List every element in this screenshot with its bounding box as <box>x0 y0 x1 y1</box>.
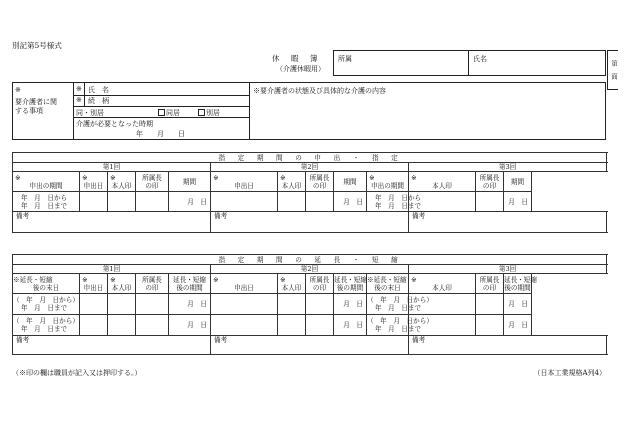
cell-text: 本人印 <box>111 181 132 190</box>
cell-text: 月 日 <box>343 321 363 329</box>
mark: ※ <box>76 85 82 93</box>
cell-text: 申出日 <box>83 181 104 190</box>
header-date: ※ 申出日 <box>211 274 278 294</box>
cell-text: の印 <box>312 283 327 292</box>
cell-text: 月 日 <box>187 300 207 308</box>
cohab-option-together-label: 同居 <box>166 109 180 117</box>
mark: ※ <box>15 173 21 182</box>
days-cell[interactable] <box>169 315 211 336</box>
dept-label: 所属 <box>338 55 352 63</box>
days-cell[interactable] <box>504 315 532 336</box>
chief-seal-cell[interactable] <box>306 192 334 212</box>
divider <box>249 83 250 139</box>
chief-seal-cell[interactable] <box>136 294 169 315</box>
cell-text: 所属長 <box>142 275 162 284</box>
days-cell[interactable] <box>169 192 211 212</box>
caregiver-box <box>12 82 606 140</box>
cell-text: 延長・短縮 <box>173 275 206 284</box>
extension-table <box>12 254 607 355</box>
round-1-header: 第1回 <box>13 265 211 274</box>
dept-name-box <box>333 50 606 76</box>
cell-text: 本人印 <box>432 283 452 292</box>
cell-text: （ 年 月 日から） <box>13 296 79 304</box>
header-ext-end <box>13 274 80 294</box>
cell-text: （ 年 月 日から） <box>367 317 433 325</box>
cell-text: 申出日 <box>234 283 254 292</box>
cell-text: 申出日 <box>83 283 104 292</box>
mark: ※ <box>76 96 82 104</box>
cohab-option-separate-label: 別居 <box>206 109 220 117</box>
mark: ※ <box>15 86 21 94</box>
header-seal <box>278 172 306 192</box>
header-chief-seal <box>136 274 169 294</box>
round-3-header: 第3回 <box>409 163 607 172</box>
cell-text: 本人印 <box>111 283 132 292</box>
header-chief-seal <box>306 172 334 192</box>
remarks-cell[interactable]: 備考 <box>409 212 607 233</box>
request-date-cell[interactable] <box>211 294 278 315</box>
caregiver-section-label-2: する事項 <box>15 107 43 115</box>
cell-text: 年 月 日まで <box>21 325 68 333</box>
round-2-header: 第2回 <box>211 163 409 172</box>
caregiver-section-label: 要介護者に関 <box>15 98 57 106</box>
checkbox[interactable] <box>158 109 165 116</box>
cell-text: の印 <box>482 181 497 190</box>
header-days <box>169 172 211 192</box>
request-date-cell[interactable] <box>80 192 108 212</box>
days-cell[interactable] <box>334 294 367 315</box>
cell-text: 所属長 <box>142 173 162 182</box>
mark: ※ <box>110 173 116 182</box>
cell-text: の印 <box>145 181 159 190</box>
condition-label: ※要介護者の状態及び具体的な介護の内容 <box>253 87 386 95</box>
cohab-label: 同・別居 <box>76 109 104 117</box>
round-3-header: 第3回 <box>409 265 607 274</box>
chief-seal-cell[interactable] <box>476 192 504 212</box>
header-chief-seal <box>476 274 504 294</box>
chief-seal-cell[interactable] <box>476 315 504 336</box>
header-chief-seal <box>476 172 504 192</box>
header-seal: ※ 本人印 <box>108 274 136 294</box>
header-after-period <box>169 274 211 294</box>
mark: ※ <box>213 173 219 182</box>
cell-text: 期間 <box>510 177 525 186</box>
header-after-period <box>334 274 367 294</box>
days-cell[interactable] <box>169 294 211 315</box>
divider <box>468 51 469 75</box>
cell-text: 所属長 <box>479 173 500 182</box>
requested-period-cell[interactable] <box>367 192 422 212</box>
caregiver-name-label: 氏 名 <box>88 86 109 94</box>
cell-text: 本人印 <box>281 283 302 292</box>
form-label: 別記第5号様式 <box>12 41 62 50</box>
paper-standard: （日本工業規格A列4） <box>533 369 606 377</box>
days-cell[interactable] <box>334 192 367 212</box>
section2-title: 指 定 期 間 の 延 長 ・ 短 縮 <box>13 255 607 265</box>
caregiver-relation-label: 続 柄 <box>88 97 109 105</box>
header-period <box>367 172 409 192</box>
header-days <box>504 172 532 192</box>
header-after-period <box>504 274 537 294</box>
header-date <box>211 172 278 192</box>
cell-text: （ 年 月 日から） <box>13 317 79 325</box>
remarks-cell[interactable]: 備考 <box>211 212 409 233</box>
cell-text: 期間 <box>343 177 357 186</box>
cell-text: の印 <box>145 283 159 292</box>
cell-text: 本人印 <box>281 181 302 190</box>
remarks-cell[interactable]: 備考 <box>13 212 211 233</box>
request-date-cell[interactable] <box>211 315 278 336</box>
cell-text: の印 <box>482 283 497 292</box>
cell-text: 月 日 <box>343 197 363 206</box>
cell-text: 月 日 <box>508 321 528 329</box>
cell-text: 所属長 <box>479 275 500 284</box>
cell-text: 本人印 <box>432 181 452 190</box>
header-seal <box>108 172 136 192</box>
request-date-cell[interactable] <box>80 294 108 315</box>
seal-cell[interactable] <box>108 192 136 212</box>
footer-note: （※印の欄は職員が記入又は押印する。） <box>12 369 142 377</box>
round-2-header: 第2回 <box>211 265 409 274</box>
chief-seal-cell[interactable] <box>136 192 169 212</box>
cell-text: 年 月 日から <box>375 193 422 202</box>
page-number-tab: 第 面 <box>607 50 618 90</box>
mark: ※ <box>82 173 88 182</box>
cell-text: 月 日 <box>187 321 207 329</box>
cell-text: 後の期間 <box>336 283 364 292</box>
header-chief-seal <box>136 172 169 192</box>
cell-text: 年 月 日まで <box>21 201 68 210</box>
cell-text: 所属長 <box>309 275 330 284</box>
remarks-cell[interactable]: 備考 <box>13 336 211 355</box>
seal-cell[interactable] <box>108 294 136 315</box>
cell-text: 延長・短縮 <box>334 275 367 284</box>
ext-period-cell[interactable] <box>13 294 80 315</box>
seal-cell[interactable] <box>278 294 306 315</box>
ext-period-cell[interactable] <box>367 315 433 336</box>
cell-text: 所属長 <box>309 173 330 182</box>
round-1-header: 第1回 <box>13 163 211 172</box>
cell-text: 月 日 <box>187 197 207 206</box>
checkbox[interactable] <box>198 109 205 116</box>
remarks-cell[interactable]: 備考 <box>409 336 607 355</box>
cell-text: 月 日 <box>508 197 528 206</box>
header-seal <box>409 172 476 192</box>
cell-text: （ 年 月 日から） <box>367 296 433 304</box>
cell-text: 月 日 <box>508 300 528 308</box>
cell-text: ※延長・短縮 <box>13 275 53 284</box>
designation-table <box>12 152 607 233</box>
header-seal: ※ 本人印 <box>278 274 306 294</box>
divider <box>74 117 249 118</box>
cell-text: 年 月 日まで <box>375 304 422 312</box>
cell-text: 申出の期間 <box>29 181 63 190</box>
divider <box>74 106 249 107</box>
divider <box>84 95 85 106</box>
mark: ※ <box>369 173 375 182</box>
requested-period-cell[interactable] <box>13 192 80 212</box>
cell-text: の印 <box>312 181 327 190</box>
cell-text: ※延長・短縮 <box>367 275 407 284</box>
header-chief-seal <box>306 274 334 294</box>
seal-cell[interactable] <box>278 315 306 336</box>
days-cell[interactable] <box>504 192 532 212</box>
mark: ※ <box>411 173 417 182</box>
cell-text: 期間 <box>182 177 197 186</box>
cell-text: 申出の期間 <box>371 181 404 190</box>
header-days <box>334 172 367 192</box>
cell-text: 年 月 日まで <box>375 325 422 333</box>
ext-period-cell[interactable] <box>13 315 80 336</box>
caregiver-fields <box>74 83 249 139</box>
seal-cell[interactable] <box>278 192 306 212</box>
chief-seal-cell[interactable] <box>306 294 334 315</box>
header-ext-end <box>367 274 409 294</box>
cell-text: 延長・短縮 <box>504 275 537 284</box>
section1-title: 指 定 期 間 の 申 出 ・ 指 定 <box>13 153 607 163</box>
cell-text: 年 月 日から <box>21 193 68 202</box>
days-cell[interactable] <box>504 294 532 315</box>
cell-text: 後の末日 <box>32 283 60 292</box>
mark: ※ <box>280 173 286 182</box>
care-period-date: 年 月 日 <box>136 130 185 138</box>
header-seal: ※ 本人印 <box>409 274 476 294</box>
header-period <box>13 172 80 192</box>
header-date: ※ 申出日 <box>80 274 108 294</box>
remarks-cell[interactable]: 備考 <box>211 336 409 355</box>
chief-seal-cell[interactable] <box>306 315 334 336</box>
divider <box>84 83 85 95</box>
chief-seal-cell[interactable] <box>136 315 169 336</box>
cell-text: 月 日 <box>343 300 363 308</box>
care-period-label: 介護が必要となった時期 <box>76 120 153 128</box>
chief-seal-cell[interactable] <box>476 294 504 315</box>
cell-text: 年 月 日まで <box>21 304 68 312</box>
cell-text: 後の期間 <box>176 283 203 292</box>
days-cell[interactable] <box>334 315 367 336</box>
request-date-cell[interactable] <box>211 192 278 212</box>
seal-cell[interactable] <box>108 315 136 336</box>
form-title: 休 暇 簿 <box>272 54 320 63</box>
form-subtitle: （介護休暇用） <box>276 65 325 73</box>
ext-period-cell[interactable] <box>367 294 433 315</box>
cell-text: 申出日 <box>234 181 254 190</box>
cell-text: 後の期間 <box>504 283 531 292</box>
name-label: 氏名 <box>473 55 487 63</box>
request-date-cell[interactable] <box>80 315 108 336</box>
cell-text: 後の末日 <box>374 283 401 292</box>
cell-text: 年 月 日まで <box>375 201 422 210</box>
header-date <box>80 172 108 192</box>
